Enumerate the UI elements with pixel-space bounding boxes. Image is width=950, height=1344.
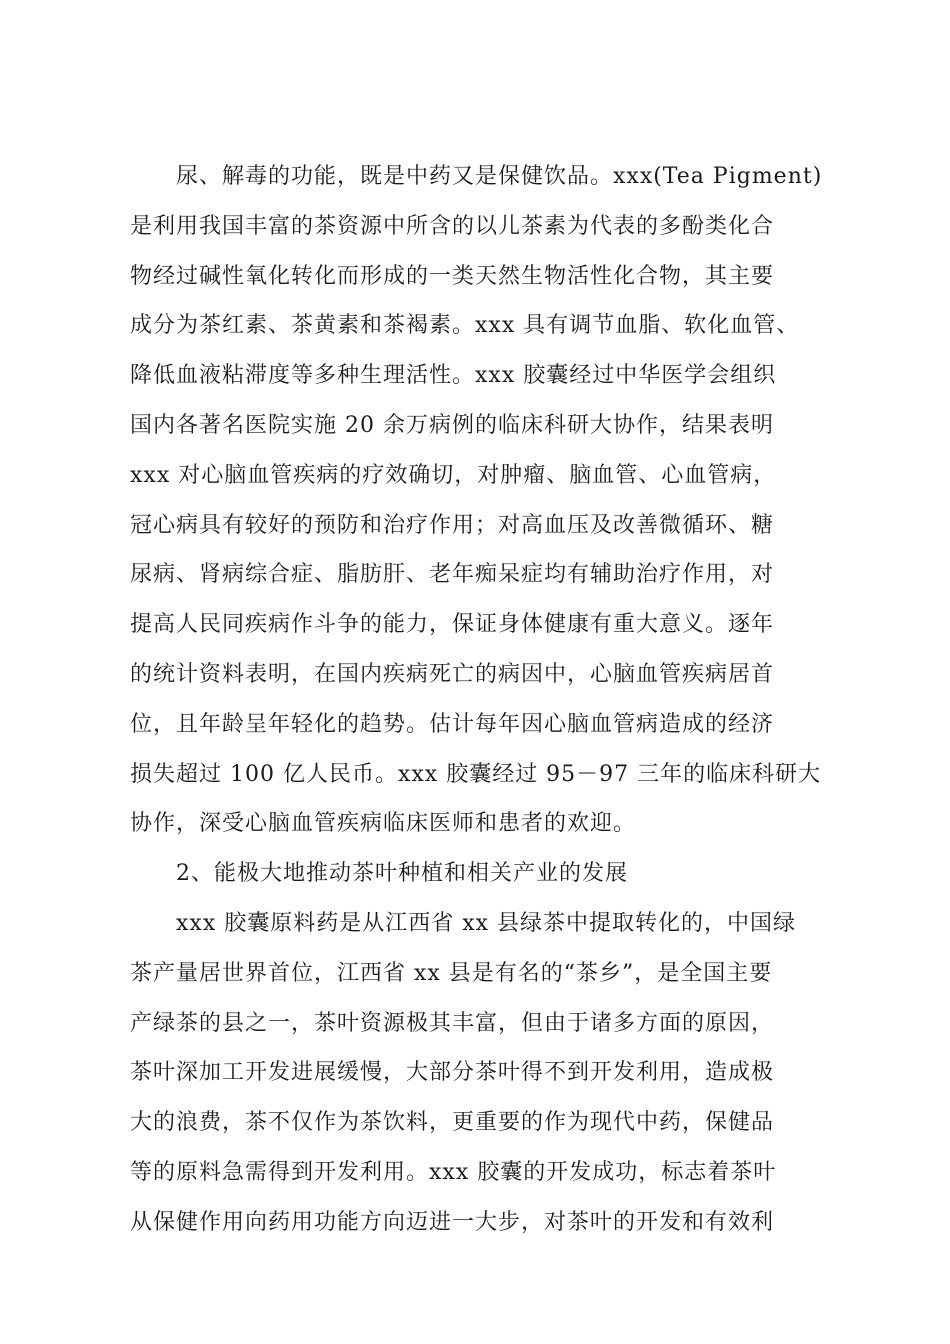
text-line: 位，且年龄呈年轻化的趋势。估计每年因心脑血管病造成的经济 <box>130 711 775 737</box>
text-line: 茶叶深加工开发进展缓慢，大部分茶叶得不到开发利用，造成极 <box>130 1060 775 1086</box>
text-line: 的统计资料表明，在国内疾病死亡的病因中，心脑血管疾病居首 <box>130 661 775 687</box>
text-line: 从保健作用向药用功能方向迈进一大步，对茶叶的开发和有效利 <box>130 1209 775 1235</box>
text-line: xxx 对心脑血管疾病的疗效确切，对肿瘤、脑血管、心血管病， <box>130 462 777 488</box>
text-line: 降低血液粘滞度等多种生理活性。xxx 胶囊经过中华医学会组织 <box>130 363 777 389</box>
text-line: 是利用我国丰富的茶资源中所含的以儿茶素为代表的多酚类化合 <box>130 213 775 239</box>
section-heading: 2、能极大地推动茶叶种植和相关产业的发展 <box>176 861 628 887</box>
text-line: 尿、解毒的功能，既是中药又是保健饮品。xxx(Tea Pigment) <box>176 164 823 189</box>
text-line: 大的浪费，茶不仅作为茶饮料，更重要的作为现代中药，保健品 <box>130 1110 775 1136</box>
text-line: 损失超过 100 亿人民币。xxx 胶囊经过 95－97 三年的临床科研大 <box>130 761 822 787</box>
text-line: 物经过碱性氧化转化而形成的一类天然生物活性化合物，其主要 <box>130 263 775 289</box>
text-line: 尿病、肾病综合症、脂肪肝、老年痴呆症均有辅助治疗作用，对 <box>130 562 775 588</box>
text-line: 茶产量居世界首位，江西省 xx 县是有名的“茶乡”，是全国主要 <box>130 960 773 986</box>
text-line: 国内各著名医院实施 20 余万病例的临床科研大协作，结果表明 <box>130 412 774 438</box>
body-text <box>130 152 852 1248</box>
text-line: 等的原料急需得到开发利用。xxx 胶囊的开发成功，标志着茶叶 <box>130 1159 777 1185</box>
text-line: 冠心病具有较好的预防和治疗作用；对高血压及改善微循环、糖 <box>130 512 775 538</box>
text-line: xxx 胶囊原料药是从江西省 xx 县绿茶中提取转化的，中国绿 <box>176 910 797 936</box>
text-line: 成分为茶红素、茶黄素和茶褐素。xxx 具有调节血脂、软化血管、 <box>130 313 800 339</box>
text-line: 协作，深受心脑血管疾病临床医师和患者的欢迎。 <box>130 811 637 837</box>
text-line: 产绿茶的县之一，茶叶资源极其丰富，但由于诸多方面的原因， <box>130 1010 775 1036</box>
text-line: 提高人民同疾病作斗争的能力，保证身体健康有重大意义。逐年 <box>130 612 775 638</box>
